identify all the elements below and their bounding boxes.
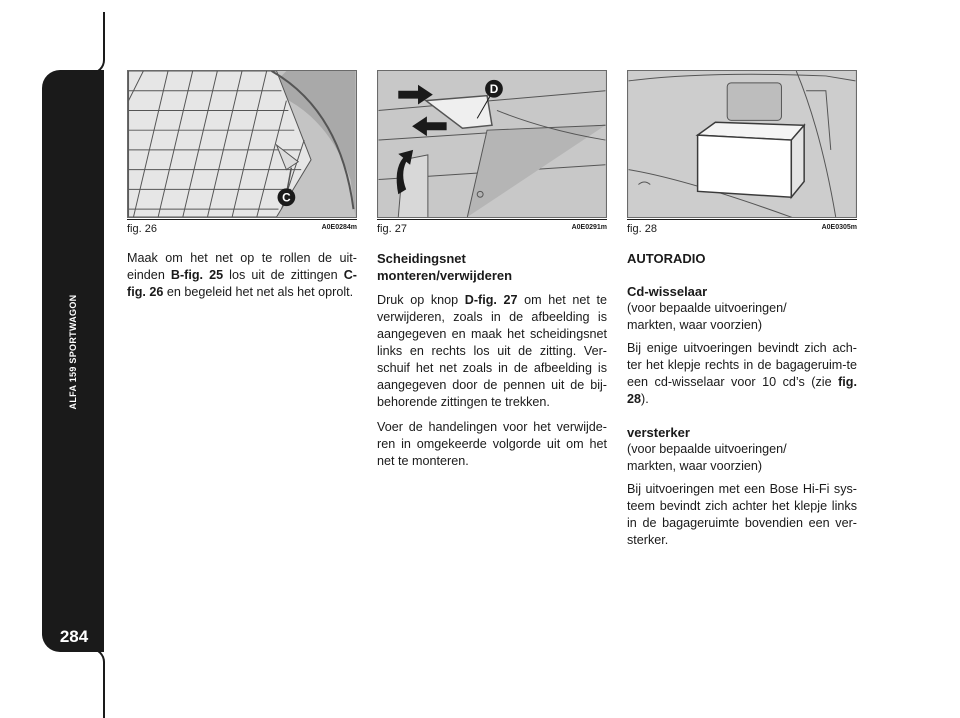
net-illustration [128, 71, 356, 217]
figure-27-label: fig. 27 [377, 223, 407, 235]
cd-changer-paragraph: Bij enige uitvoeringen bevindt zich ach-ter het klepje rechts in de bagageruim-te een cd-wisselaar voor 10 cd’s (zie fig. 28). [627, 341, 857, 406]
partition-net-paragraph-2: Voer de handelingen voor het verwijde-ren in omgekeerde volgorde uit om het net te monteren. [377, 420, 607, 468]
net-rolling-paragraph: Maak om het net op te rollen de uit-einden B-fig. 25 los uit de zittingen C-fig. 26 en begeleid het net als het oprolt. [127, 251, 357, 299]
partition-net-title-line1: Scheidingsnet [377, 251, 466, 266]
callout-d-label: D [489, 82, 499, 97]
figure-27-image [377, 70, 607, 218]
book-title-vertical: ALFA 159 SPORTWAGON [68, 294, 78, 410]
cd-changer-illustration [628, 71, 856, 217]
amplifier-title: versterker [627, 425, 690, 440]
column-autoradio [627, 250, 857, 557]
amplifier-subtitle-1: (voor bepaalde uitvoeringen/ [627, 442, 787, 456]
amplifier-paragraph: Bij uitvoeringen met een Bose Hi-Fi sys-teem bevindt zich achter het klepje links in de bagageruimte bovendien een ver-sterker. [627, 482, 857, 547]
figure-27-code: A0E0291m [571, 224, 607, 231]
column-partition-net [377, 250, 607, 478]
figure-28-code: A0E0305m [821, 224, 857, 231]
figure-26-code: A0E0284m [321, 224, 357, 231]
figure-28-caption [627, 219, 857, 236]
figure-28-image [627, 70, 857, 218]
cd-changer-title: Cd-wisselaar [627, 284, 708, 299]
figure-28-label: fig. 28 [627, 223, 657, 235]
page-number: 284 [59, 627, 89, 646]
cd-changer-subtitle-2: markten, waar voorzien) [627, 318, 763, 332]
partition-net-illustration [378, 71, 606, 217]
figure-26-caption [127, 219, 357, 236]
cd-changer-subtitle-1: (voor bepaalde uitvoeringen/ [627, 301, 787, 315]
figure-26-image [127, 70, 357, 218]
column-net-rolling [127, 250, 357, 309]
partition-net-title-line2: monteren/verwijderen [377, 268, 513, 283]
autoradio-heading: AUTORADIO [627, 251, 706, 266]
partition-net-paragraph-1: Druk op knop D-fig. 27 om het net te verwijderen, zoals in de afbeelding is aangegeven en maak het scheidingsnet links en rechts los uit de zitting. Ver-schuif het net zoals in de afbeelding is aangegeven door de pennen uit de bij-behorende zittingen te trekken. [377, 293, 607, 409]
figure-26-label: fig. 26 [127, 223, 157, 235]
figure-27-caption [377, 219, 607, 236]
callout-c-label: C [282, 190, 291, 205]
amplifier-subtitle-2: markten, waar voorzien) [627, 459, 763, 473]
